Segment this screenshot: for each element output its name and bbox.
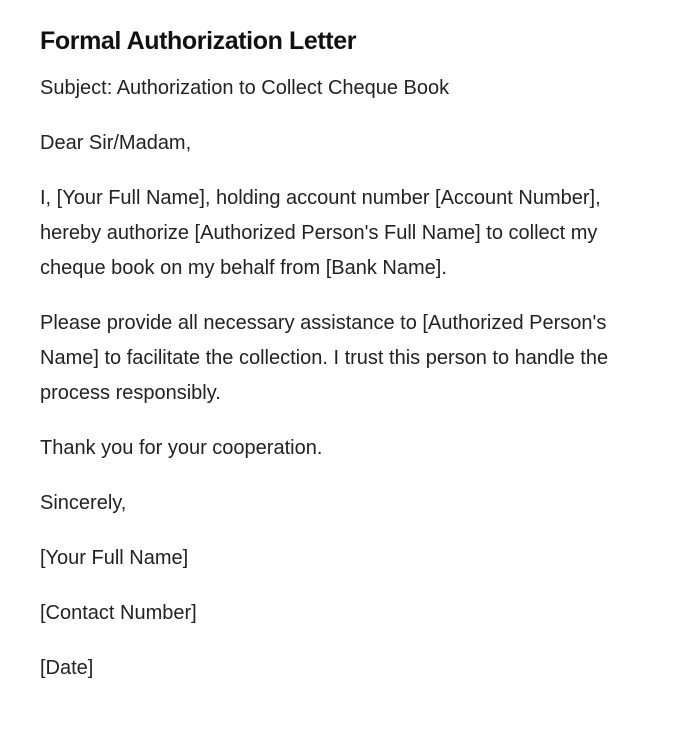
- letter-thanks: Thank you for your cooperation.: [40, 437, 323, 459]
- letter-subject: Subject: Authorization to Collect Cheque Book: [40, 77, 450, 99]
- signature-contact-number: [Contact Number]: [40, 602, 197, 624]
- signature-date: [Date]: [40, 657, 94, 679]
- signature-name: [Your Full Name]: [40, 547, 189, 569]
- letter-closing: Sincerely,: [40, 492, 127, 514]
- letter-salutation: Dear Sir/Madam,: [40, 132, 192, 154]
- letter-body-paragraph-2: Please provide all necessary assistance to [Authorized Person's Name] to facilitate the collection. I trust this person to handle the process responsibly.: [40, 312, 609, 404]
- letter-body-paragraph-1: I, [Your Full Name], holding account number [Account Number], hereby authorize [Authorized Person's Full Name] to collect my cheque book on my behalf from [Bank Name].: [40, 187, 601, 279]
- letter-title: Formal Authorization Letter: [40, 27, 357, 55]
